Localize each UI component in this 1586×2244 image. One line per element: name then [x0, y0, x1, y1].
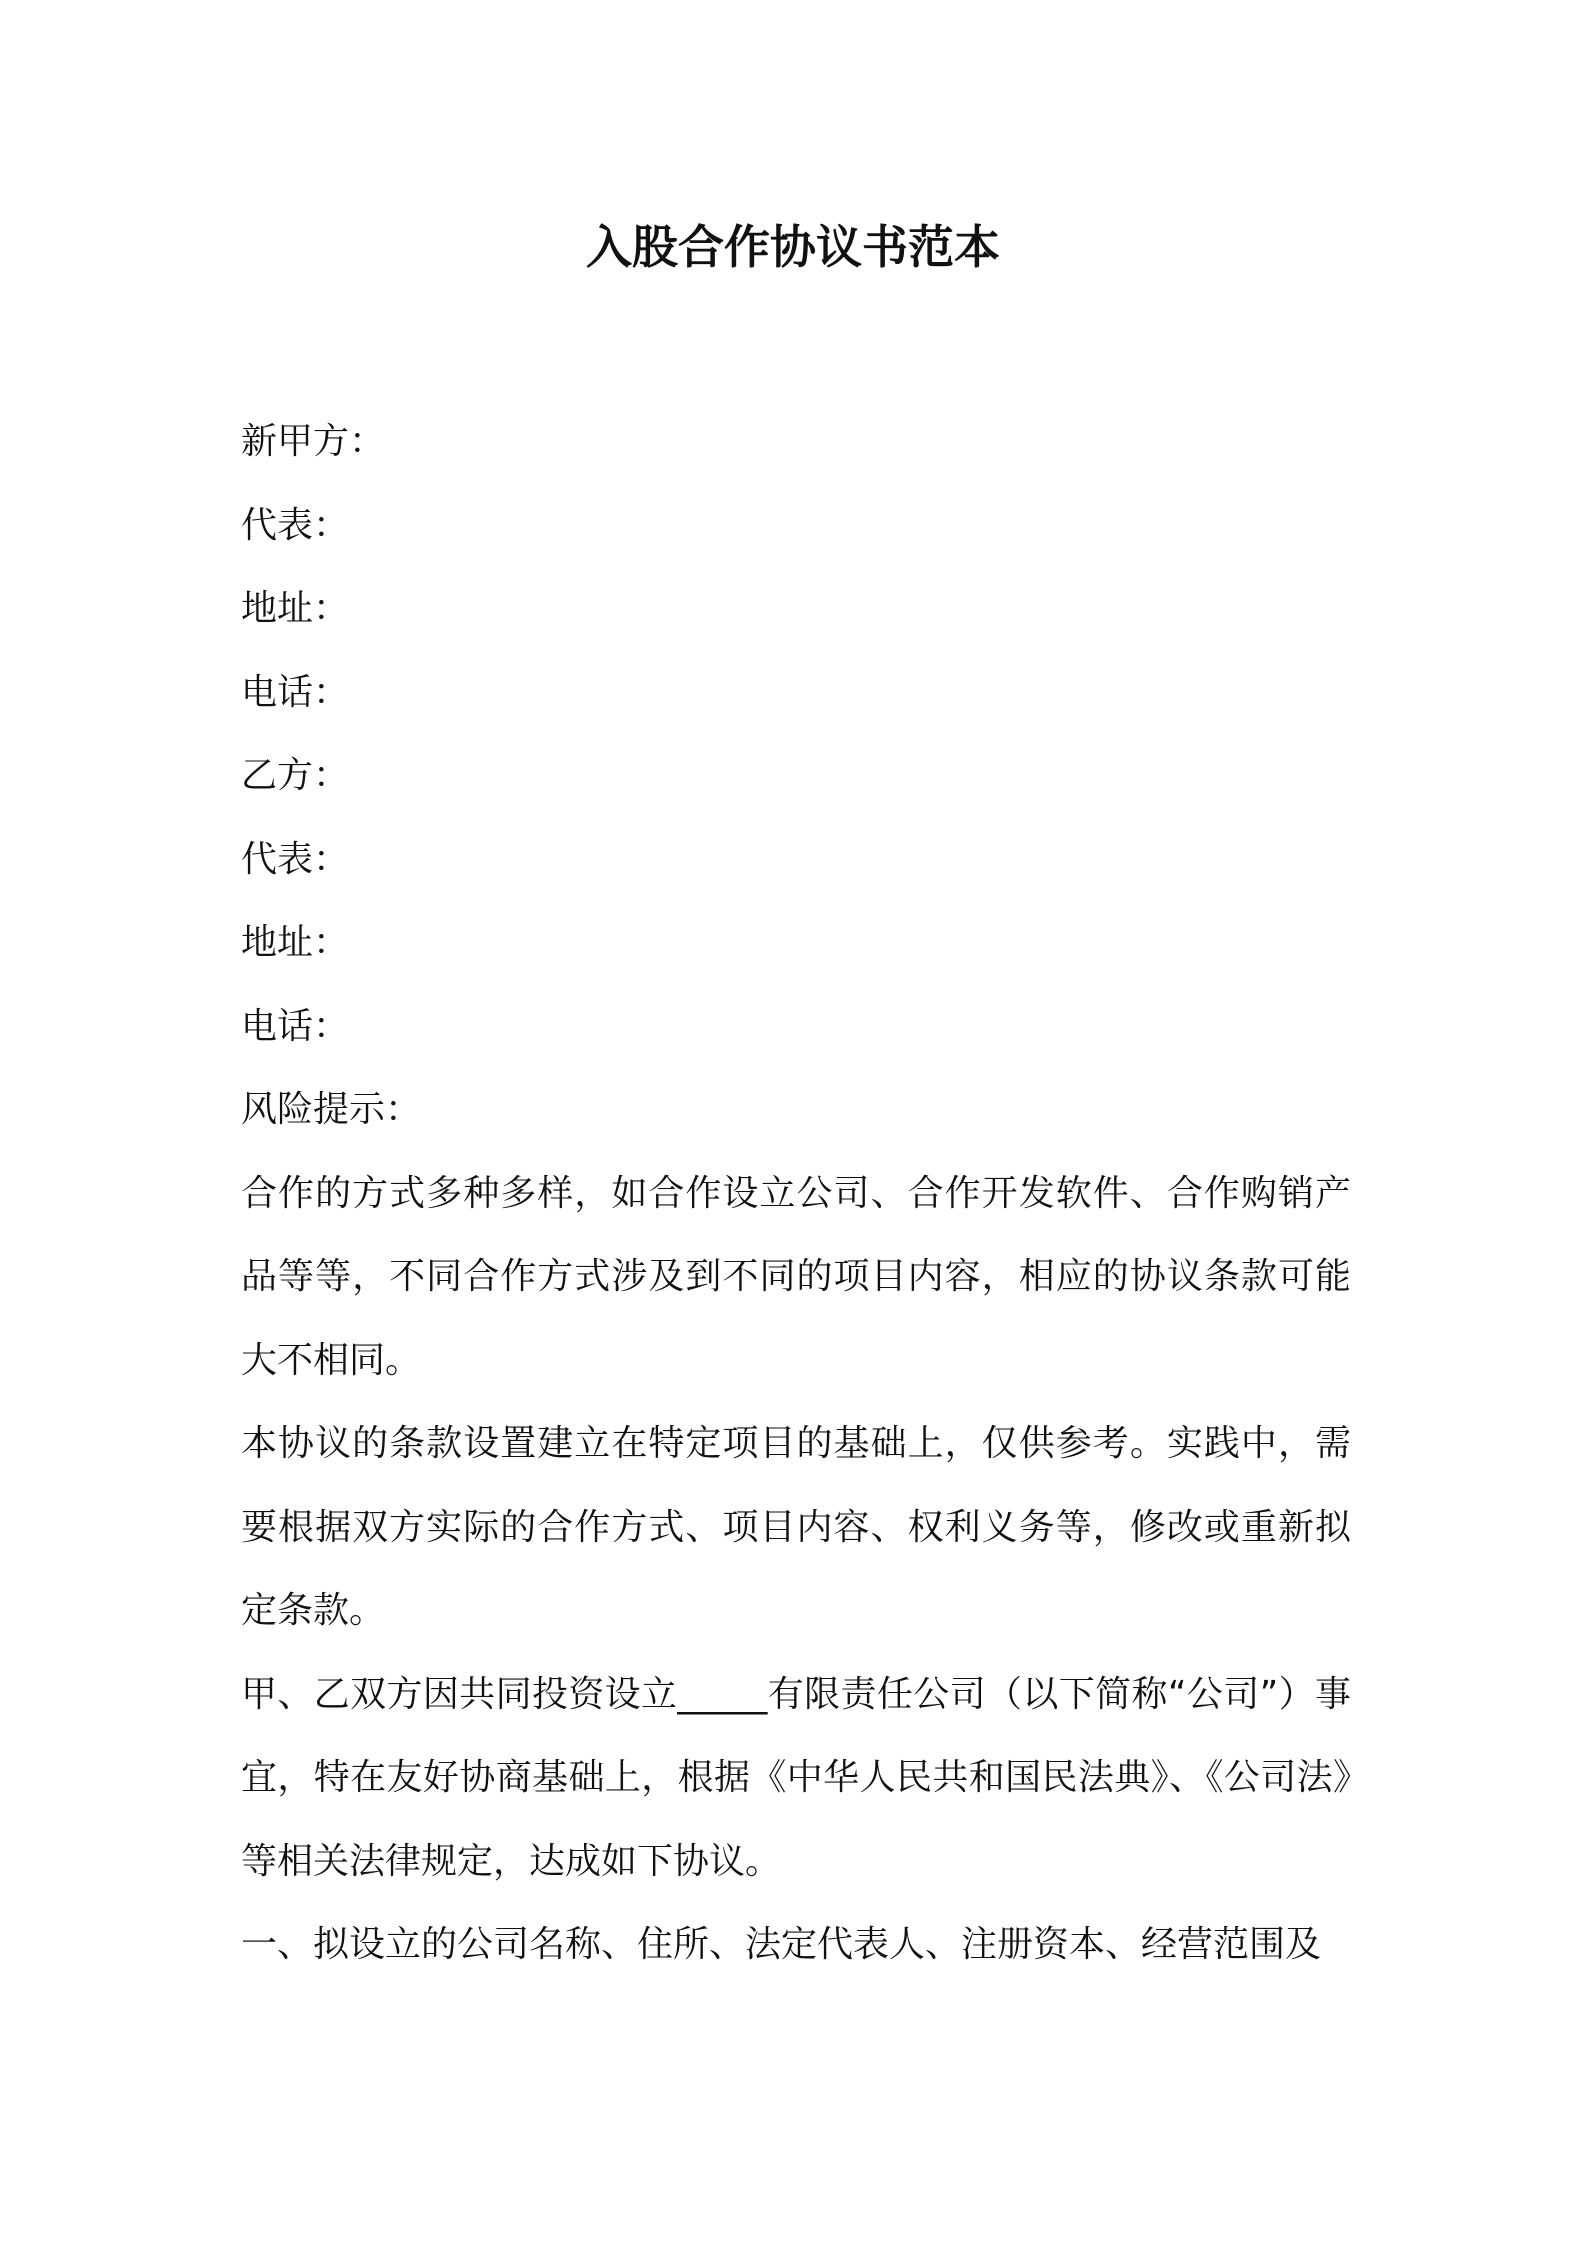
risk-heading: 风险提示：: [241, 1089, 422, 1130]
section-one-heading: 一、拟设立的公司名称、住所、法定代表人、注册资本、经营范围及: [241, 1924, 1322, 1965]
risk-paragraph-1: 合作的方式多种多样，如合作设立公司、合作开发软件、合作购销产品等等，不同合作方式涉及到不同的项目内容，相应的协议条款可能大不相同。: [241, 1172, 1351, 1381]
document-body: [241, 400, 1351, 1987]
party-b-address-label: 地址：: [241, 922, 350, 963]
party-b-label: 乙方：: [241, 755, 350, 796]
party-b-phone-label: 电话：: [241, 1005, 350, 1047]
preamble-paragraph: 甲、乙双方因共同投资设立_____有限责任公司（以下简称“公司”）事宜，特在友好协商基础上，根据《中华人民共和国民法典》、《公司法》等相关法律规定，达成如下协议。: [241, 1673, 1351, 1882]
risk-paragraph-2: 本协议的条款设置建立在特定项目的基础上，仅供参考。实践中，需要根据双方实际的合作方式、项目内容、权利义务等，修改或重新拟定条款。: [241, 1423, 1351, 1631]
party-a-label: 新甲方：: [241, 421, 386, 462]
document-title: 入股合作协议书范本: [586, 220, 1000, 274]
party-b-representative-label: 代表：: [241, 838, 350, 880]
party-a-address-label: 地址：: [241, 588, 350, 629]
party-a-representative-label: 代表：: [241, 504, 350, 546]
party-a-phone-label: 电话：: [241, 671, 350, 713]
